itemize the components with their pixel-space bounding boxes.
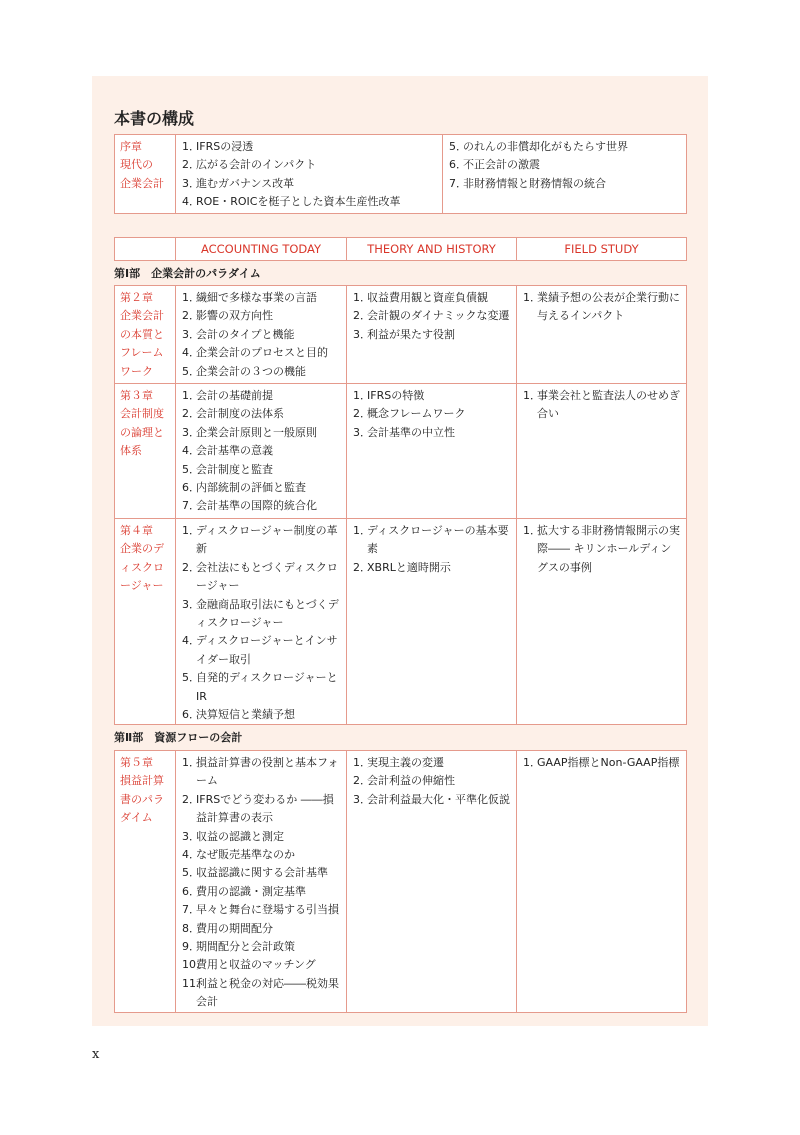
label-line: の本質と xyxy=(120,327,164,341)
item-number: 1． xyxy=(182,756,200,769)
item-text: 企業会計のプロセスと目的 xyxy=(196,346,328,360)
list-item xyxy=(523,522,682,577)
list-item xyxy=(353,326,512,344)
list-item xyxy=(523,387,682,424)
field-study-list xyxy=(517,384,687,519)
list-item xyxy=(182,156,438,174)
list-item xyxy=(182,307,342,325)
list-item xyxy=(523,754,682,772)
item-number: 1． xyxy=(353,524,371,537)
item-text: ディスクロージャー制度の革新 xyxy=(196,524,338,556)
theory-history-list xyxy=(347,519,517,725)
list-item xyxy=(449,138,682,156)
field-study-list xyxy=(517,286,687,384)
item-number: 1． xyxy=(182,140,200,153)
item-text: 会計制度と監査 xyxy=(196,462,273,476)
item-text: 費用と収益のマッチング xyxy=(196,958,316,972)
item-number: 2． xyxy=(182,407,200,421)
list-item xyxy=(182,956,342,974)
item-text: 進むガバナンス改革 xyxy=(196,176,295,190)
item-number: 2． xyxy=(353,774,371,788)
item-number: 1． xyxy=(182,389,200,402)
label-line: 第３章 xyxy=(120,389,153,402)
item-text: 影響の双方向性 xyxy=(196,309,273,323)
list-item xyxy=(182,193,438,211)
item-number: 9． xyxy=(182,940,200,954)
part1-heading: 第Ⅰ部 企業会計のパラダイム xyxy=(114,267,261,280)
label-line: 企業のデ xyxy=(120,542,164,556)
page-title: 本書の構成 xyxy=(114,109,195,128)
list-item xyxy=(182,669,342,706)
item-number: 5． xyxy=(182,364,200,378)
chapter-row xyxy=(115,751,687,1013)
item-text: 内部統制の評価と監査 xyxy=(196,481,306,495)
list-item xyxy=(353,772,512,790)
item-text: 利益と税金の対応――税効果会計 xyxy=(196,976,339,1009)
item-text: 非財務情報と財務情報の統合 xyxy=(463,176,606,190)
list-item xyxy=(353,387,512,405)
list-item xyxy=(182,461,342,479)
field-study-list xyxy=(517,751,687,1013)
item-text: 損益計算書の役割と基本フォーム xyxy=(196,756,339,788)
accounting-today-list xyxy=(176,286,347,384)
header-theory-history: THEORY AND HISTORY xyxy=(347,238,517,261)
list-item xyxy=(182,479,342,497)
chapter-label xyxy=(115,519,176,725)
list-item xyxy=(449,175,682,193)
item-number: 2． xyxy=(182,792,200,806)
accounting-today-list xyxy=(176,751,347,1013)
label-line: 書のパラ xyxy=(120,792,164,806)
item-text: 利益が果たす役割 xyxy=(367,327,455,341)
list-item xyxy=(353,289,512,307)
intro-left-list xyxy=(176,135,443,214)
item-number: 3． xyxy=(353,792,371,806)
item-number: 11. xyxy=(182,976,200,990)
item-text: 期間配分と会計政策 xyxy=(196,940,295,954)
item-number: 5． xyxy=(182,671,200,685)
list-item xyxy=(182,344,342,362)
item-number: 4． xyxy=(182,444,200,458)
item-text: 費用の期間配分 xyxy=(196,921,273,935)
list-item xyxy=(182,938,342,956)
item-text: XBRLと適時開示 xyxy=(367,560,451,574)
label-line: 体系 xyxy=(120,444,142,458)
label-line: 第２章 xyxy=(120,291,153,304)
list-item xyxy=(182,363,342,381)
item-text: 不正会計の激震 xyxy=(463,158,540,172)
list-item xyxy=(182,846,342,864)
item-text: ディスクロージャーの基本要素 xyxy=(367,524,509,556)
item-number: 3． xyxy=(182,176,200,190)
item-text: 業績予想の公表が企業行動に与えるインパクト xyxy=(537,291,680,323)
list-item xyxy=(182,706,342,724)
item-text: 自発的ディスクロージャーとIR xyxy=(196,671,338,703)
accounting-today-list xyxy=(176,384,347,519)
item-text: 金融商品取引法にもとづくディスクロージャー xyxy=(196,597,339,630)
list-item xyxy=(449,156,682,174)
field-study-list xyxy=(517,519,687,725)
item-number: 1． xyxy=(182,524,200,537)
item-text: 収益認識に関する会計基準 xyxy=(196,866,328,880)
list-item xyxy=(182,920,342,938)
column-header-table xyxy=(114,237,687,261)
item-number: 10. xyxy=(182,958,200,972)
list-item xyxy=(182,387,342,405)
item-text: 拡大する非財務情報開示の実際―― キリンホールディングスの事例 xyxy=(537,524,680,574)
intro-label xyxy=(115,135,176,214)
item-text: 実現主義の変遷 xyxy=(367,756,444,769)
item-text: ディスクロージャーとインサイダー取引 xyxy=(196,634,338,666)
item-number: 1． xyxy=(182,291,200,304)
item-number: 6． xyxy=(182,708,200,722)
item-text: 広がる会計のインパクト xyxy=(196,158,317,172)
list-item xyxy=(182,791,342,828)
label-line: ワーク xyxy=(120,364,153,378)
item-number: 6． xyxy=(182,481,200,495)
item-text: IFRSでどう変わるか ――損益計算書の表示 xyxy=(196,792,334,825)
item-text: なぜ販売基準なのか xyxy=(196,848,295,862)
item-number: 2． xyxy=(182,560,200,574)
header-blank xyxy=(115,238,176,261)
list-item xyxy=(182,522,342,559)
item-text: 事業会社と監査法人のせめぎ合い xyxy=(537,389,680,421)
chapter-row xyxy=(115,519,687,725)
theory-history-list xyxy=(347,751,517,1013)
item-number: 3． xyxy=(182,327,200,341)
item-text: 会計基準の意義 xyxy=(196,444,273,458)
list-item xyxy=(353,522,512,559)
list-item xyxy=(353,307,512,325)
header-field-study: FIELD STUDY xyxy=(517,238,687,261)
item-text: 収益費用観と資産負債観 xyxy=(367,291,488,304)
chapter-row xyxy=(115,384,687,519)
part2-chapter-table xyxy=(114,750,687,1013)
item-number: 1． xyxy=(523,756,541,769)
list-item xyxy=(182,442,342,460)
item-number: 6． xyxy=(449,158,467,172)
list-item xyxy=(182,326,342,344)
item-number: 3． xyxy=(353,327,371,341)
list-item xyxy=(353,424,512,442)
item-text: GAAP指標とNon-GAAP指標 xyxy=(537,756,680,769)
label-line: ージャー xyxy=(120,579,164,593)
theory-history-list xyxy=(347,384,517,519)
item-text: IFRSの浸透 xyxy=(196,140,254,153)
list-item xyxy=(182,901,342,919)
list-item xyxy=(182,883,342,901)
item-number: 4． xyxy=(182,195,200,209)
item-number: 1． xyxy=(353,389,371,402)
item-number: 4． xyxy=(182,848,200,862)
label-line: 第５章 xyxy=(120,756,153,769)
chapter-label xyxy=(115,384,176,519)
item-number: 5． xyxy=(182,866,200,880)
item-number: 1． xyxy=(353,756,371,769)
item-text: ROE・ROICを梃子とした資本生産性改革 xyxy=(196,195,401,209)
list-item xyxy=(182,596,342,633)
label-line: フレーム xyxy=(120,346,164,360)
label-line: 第４章 xyxy=(120,524,153,537)
label-line: の論理と xyxy=(120,425,164,439)
header-accounting-today: ACCOUNTING TODAY xyxy=(176,238,347,261)
list-item xyxy=(353,791,512,809)
item-text: のれんの非償却化がもたらす世界 xyxy=(463,140,628,153)
list-item xyxy=(182,405,342,423)
item-number: 2． xyxy=(182,309,200,323)
item-number: 5． xyxy=(182,462,200,476)
item-number: 4． xyxy=(182,346,200,360)
part1-chapter-table xyxy=(114,285,687,725)
item-number: 1． xyxy=(353,291,371,304)
label-line: 企業会計 xyxy=(120,309,164,323)
item-text: IFRSの特徴 xyxy=(367,389,425,402)
item-number: 8． xyxy=(182,921,200,935)
list-item xyxy=(182,754,342,791)
item-text: 会計観のダイナミックな変遷 xyxy=(367,309,510,323)
item-text: 会計制度の法体系 xyxy=(196,407,284,421)
chapter-label xyxy=(115,286,176,384)
list-item xyxy=(523,289,682,326)
list-item xyxy=(182,632,342,669)
intro-right-list xyxy=(443,135,687,214)
item-number: 4． xyxy=(182,634,200,648)
list-item xyxy=(182,175,438,193)
label-line: 会計制度 xyxy=(120,407,164,421)
page-number: x xyxy=(92,1047,100,1062)
item-number: 5． xyxy=(449,140,467,153)
item-number: 7． xyxy=(182,903,200,917)
item-text: 費用の認識・測定基準 xyxy=(196,884,306,898)
chapter-label xyxy=(115,751,176,1013)
label-line: ダイム xyxy=(120,811,153,825)
item-text: 収益の認識と測定 xyxy=(196,829,284,843)
item-text: 会計のタイプと機能 xyxy=(196,327,295,341)
theory-history-list xyxy=(347,286,517,384)
list-item xyxy=(182,975,342,1012)
item-number: 7． xyxy=(449,176,467,190)
item-text: 会計の基礎前提 xyxy=(196,389,273,402)
item-text: 決算短信と業績予想 xyxy=(196,708,295,722)
label-line: 序章 xyxy=(120,140,142,153)
item-number: 1． xyxy=(523,291,541,304)
item-number: 1． xyxy=(523,389,541,402)
chapter-row xyxy=(115,286,687,384)
part2-heading: 第Ⅱ部 資源フローの会計 xyxy=(114,731,243,744)
intro-row xyxy=(115,135,687,214)
item-number: 3． xyxy=(182,425,200,439)
item-number: 3． xyxy=(182,829,200,843)
list-item xyxy=(182,289,342,307)
item-text: 会社法にもとづくディスクロージャー xyxy=(196,560,338,593)
list-item xyxy=(182,424,342,442)
list-item xyxy=(182,559,342,596)
item-number: 2． xyxy=(353,309,371,323)
intro-table xyxy=(114,134,687,214)
accounting-today-list xyxy=(176,519,347,725)
item-number: 2． xyxy=(353,407,371,421)
item-text: 企業会計原則と一般原則 xyxy=(196,425,317,439)
item-number: 2． xyxy=(182,158,200,172)
list-item xyxy=(182,138,438,156)
item-number: 1． xyxy=(523,524,541,537)
item-text: 会計利益の伸縮性 xyxy=(367,774,455,788)
label-line: 損益計算 xyxy=(120,774,164,788)
item-text: 会計基準の中立性 xyxy=(367,425,455,439)
item-number: 2． xyxy=(353,560,371,574)
list-item xyxy=(182,828,342,846)
item-text: 繊細で多様な事業の言語 xyxy=(196,291,317,304)
list-item xyxy=(182,497,342,515)
item-text: 早々と舞台に登場する引当損 xyxy=(196,903,339,917)
label-line: 企業会計 xyxy=(120,176,164,190)
item-text: 企業会計の３つの機能 xyxy=(196,364,306,378)
item-text: 概念フレームワーク xyxy=(367,407,466,421)
list-item xyxy=(353,754,512,772)
item-text: 会計基準の国際的統合化 xyxy=(196,499,317,513)
list-item xyxy=(353,405,512,423)
column-header-row xyxy=(115,238,687,261)
label-line: 現代の xyxy=(120,158,153,172)
item-number: 3． xyxy=(182,597,200,611)
list-item xyxy=(353,559,512,577)
item-number: 3． xyxy=(353,425,371,439)
item-number: 7． xyxy=(182,499,200,513)
item-text: 会計利益最大化・平準化仮説 xyxy=(367,792,510,806)
list-item xyxy=(182,864,342,882)
item-number: 6． xyxy=(182,884,200,898)
label-line: ィスクロ xyxy=(120,560,164,574)
